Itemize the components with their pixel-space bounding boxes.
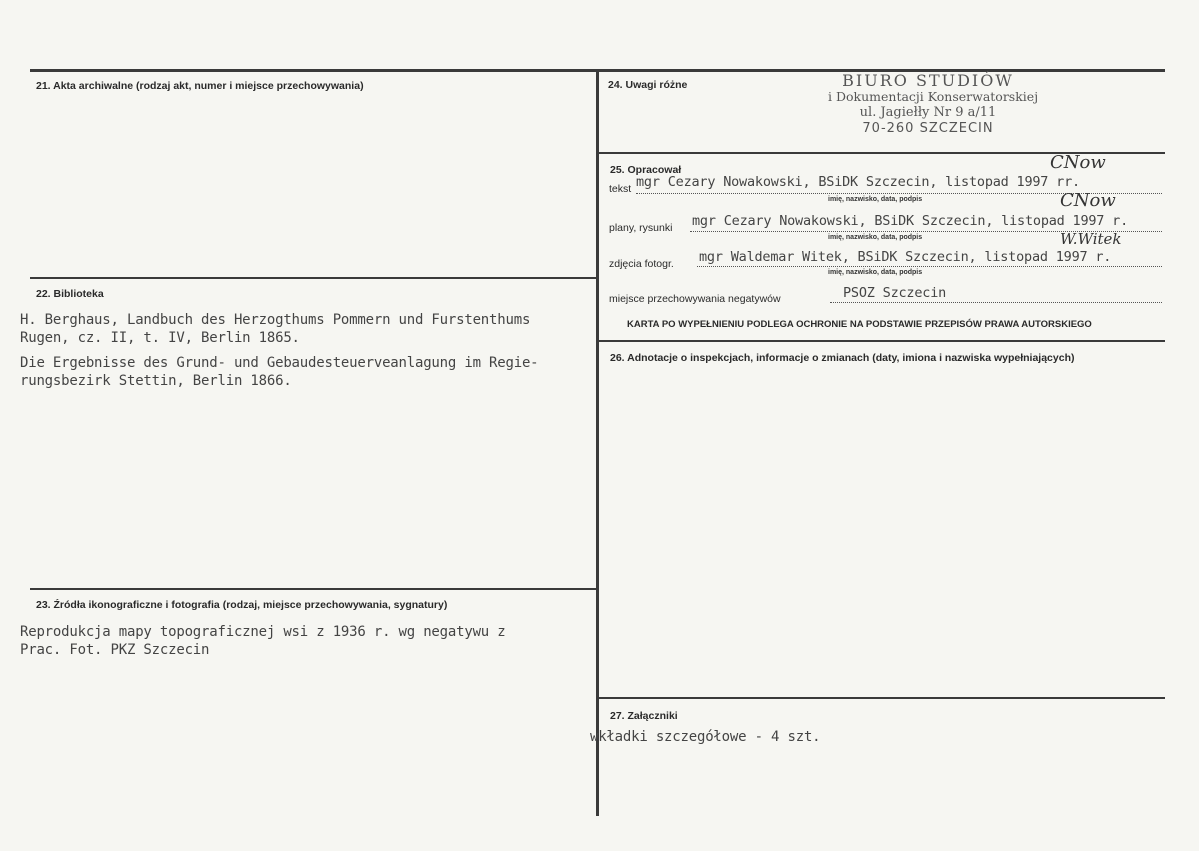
section-22-line-1: H. Berghaus, Landbuch des Herzogthums Pommern und Furstenthums bbox=[20, 312, 531, 328]
divider-26-27 bbox=[598, 697, 1165, 699]
section-23-line-1: Reprodukcja mapy topograficznej wsi z 1936 r. wg negatywu z bbox=[20, 624, 506, 640]
zdjecia-caption: imię, nazwisko, data, podpis bbox=[828, 269, 923, 276]
plany-caption: imię, nazwisko, data, podpis bbox=[828, 234, 923, 241]
tekst-value: mgr Cezary Nowakowski, BSiDK Szczecin, listopad 1997 rr. bbox=[636, 174, 1080, 190]
stamp-line-4: 70-260 SZCZECIN bbox=[862, 121, 994, 136]
negatywy-line bbox=[830, 302, 1162, 303]
section-25-label: 25. Opracował bbox=[610, 164, 682, 176]
tekst-caption: imię, nazwisko, data, podpis bbox=[828, 196, 923, 203]
section-22-label: 22. Biblioteka bbox=[36, 288, 104, 300]
divider-25-26 bbox=[598, 340, 1165, 342]
section-24-label: 24. Uwagi różne bbox=[608, 79, 688, 91]
stamp-line-1: BIURO STUDIÓW bbox=[842, 71, 1014, 90]
center-divider bbox=[596, 70, 599, 816]
negatywy-label: miejsce przechowywania negatywów bbox=[609, 293, 781, 305]
section-23-line-2: Prac. Fot. PKZ Szczecin bbox=[20, 642, 210, 658]
zdjecia-label: zdjęcia fotogr. bbox=[609, 258, 674, 270]
stamp-line-3: ul. Jagiełły Nr 9 a/11 bbox=[859, 105, 997, 120]
zdjecia-value: mgr Waldemar Witek, BSiDK Szczecin, listopad 1997 r. bbox=[699, 249, 1112, 265]
section-22-line-3: Die Ergebnisse des Grund- und Gebaudesteuerveanlagung im Regie- bbox=[20, 355, 539, 371]
zdjecia-line bbox=[697, 266, 1162, 267]
divider-21-22 bbox=[30, 277, 597, 279]
copyright-notice: KARTA PO WYPEŁNIENIU PODLEGA OCHRONIE NA PODSTAWIE PRZEPISÓW PRAWA AUTORSKIEGO bbox=[627, 319, 1092, 330]
stamp-line-2: i Dokumentacji Konserwatorskiej bbox=[828, 89, 1039, 104]
section-22-line-2: Rugen, cz. II, t. IV, Berlin 1865. bbox=[20, 330, 300, 346]
signature-cnow-2: CNow bbox=[1060, 190, 1116, 211]
negatywy-value: PSOZ Szczecin bbox=[843, 285, 947, 301]
section-21-label: 21. Akta archiwalne (rodzaj akt, numer i miejsce przechowywania) bbox=[36, 80, 364, 92]
tekst-label: tekst bbox=[609, 183, 632, 195]
signature-cnow-1: CNow bbox=[1050, 152, 1106, 173]
section-22-line-4: rungsbezirk Stettin, Berlin 1866. bbox=[20, 373, 292, 389]
section-27-value: wkładki szczegółowe - 4 szt. bbox=[590, 729, 821, 745]
plany-value: mgr Cezary Nowakowski, BSiDK Szczecin, listopad 1997 r. bbox=[692, 213, 1129, 229]
section-23-label: 23. Źródła ikonograficzne i fotografia (rodzaj, miejsce przechowywania, sygnatury) bbox=[36, 599, 448, 611]
section-27-label: 27. Załączniki bbox=[610, 710, 678, 722]
divider-22-23 bbox=[30, 588, 597, 590]
plany-label: plany, rysunki bbox=[609, 222, 673, 234]
section-26-label: 26. Adnotacje o inspekcjach, informacje o zmianach (daty, imiona i nazwiska wypełniających) bbox=[610, 352, 1075, 364]
signature-witek: W.Witek bbox=[1060, 230, 1122, 248]
